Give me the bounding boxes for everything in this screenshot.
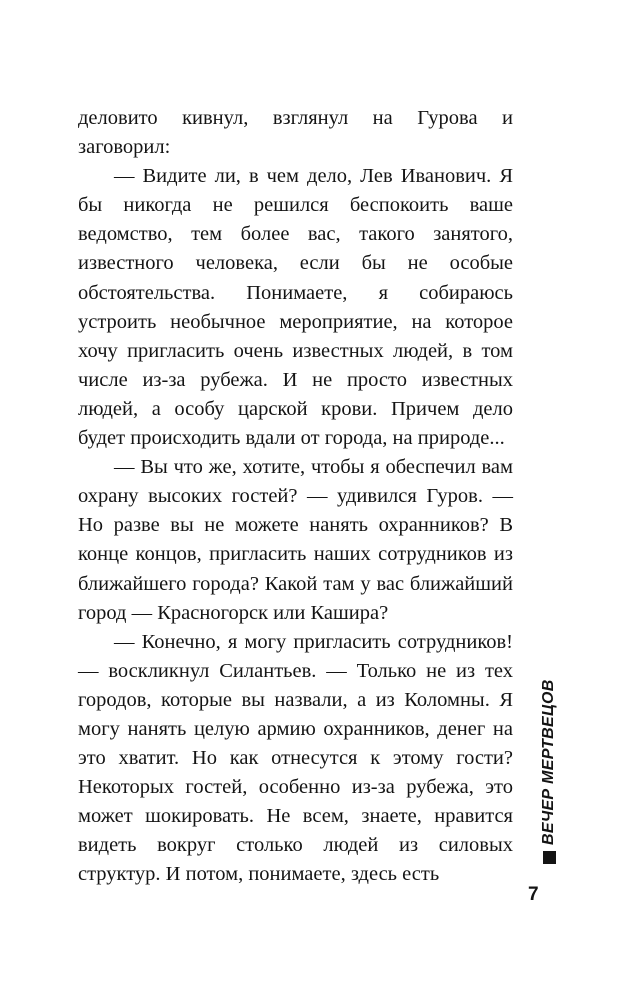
square-bullet-icon [543, 851, 556, 864]
running-header [540, 679, 558, 864]
paragraph-continuation: деловито кивнул, взглянул на Гурова и заговорил: [78, 107, 513, 159]
running-header-title: ВЕЧЕР МЕРТВЕЦОВ [540, 679, 557, 845]
page-number: 7 [528, 884, 539, 905]
paragraph-dialogue: — Вы что же, хотите, чтобы я обеспечил вам охрану высоких гостей? — удивился Гуров. — Но разве вы не можете нанять охранников? В конце концов, пригласить наших сотрудников из ближайшего города? Какой там у вас ближайший город — Красногорск или Кашира? [78, 456, 513, 624]
paragraph-dialogue: — Конечно, я могу пригласить сотрудников! — воскликнул Силантьев. — Только не из тех городов, которые вы назвали, а из Коломны. Я могу нанять целую армию охранников, денег на это хватит. Но как отнесутся к этому гости? Некоторых гостей, особенно из-за рубежа, это может шокировать. Не всем, знаете, нравится видеть вокруг столько людей из силовых структур. И потом, понимаете, здесь есть [78, 630, 513, 886]
paragraph-dialogue: — Видите ли, в чем дело, Лев Иванович. Я бы никогда не решился беспокоить ваше ведомство, тем более вас, такого занятого, известного человека, если бы не особые обстоятельства. Понимаете, я собираюсь устроить необычное мероприятие, на которое хочу пригласить очень известных людей, в том числе из-за рубежа. И не просто известных людей, а особу царской крови. Причем дело будет происходить вдали от города, на природе... [78, 165, 513, 450]
body-text [78, 104, 513, 890]
